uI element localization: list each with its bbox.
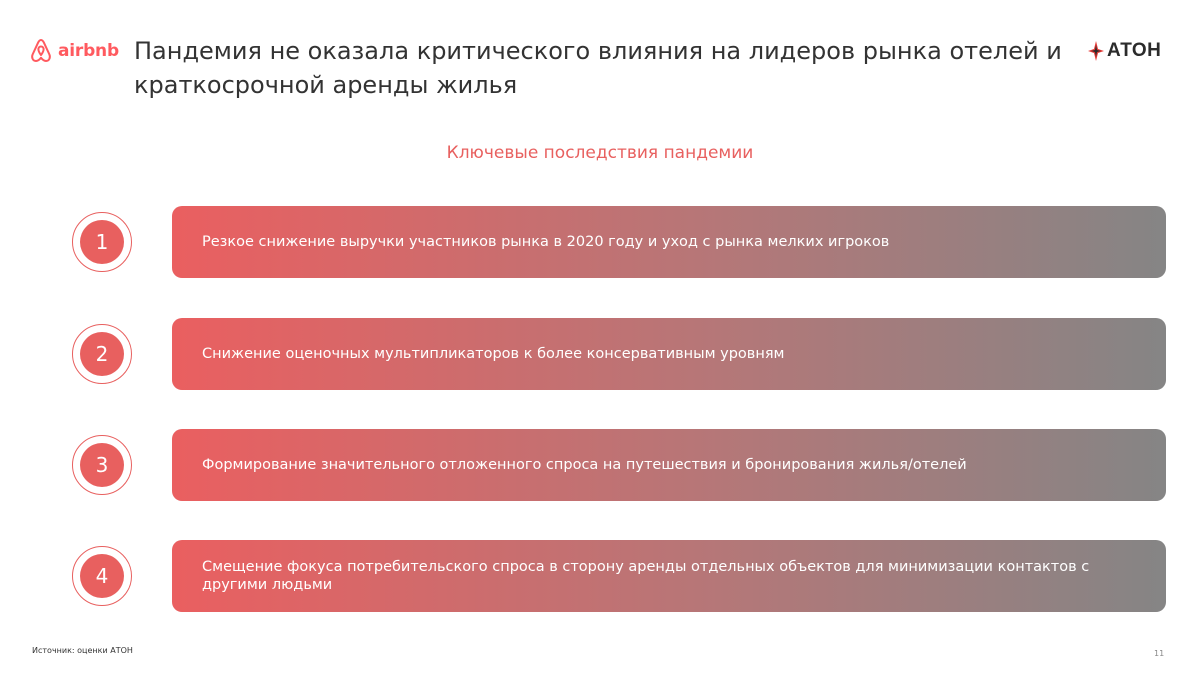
item-number-badge — [72, 435, 132, 495]
item-bar — [172, 206, 1166, 278]
item-bar — [172, 540, 1166, 612]
item-number: 1 — [80, 220, 124, 264]
aton-logo — [1087, 40, 1161, 62]
page-number: 11 — [1154, 649, 1165, 658]
list-item — [72, 318, 1166, 390]
aton-wordmark: АТОН — [1107, 40, 1162, 61]
item-number-badge — [72, 546, 132, 606]
item-text: Формирование значительного отложенного спроса на путешествия и бронирования жилья/отелей — [202, 457, 967, 473]
airbnb-wordmark: airbnb — [58, 41, 119, 61]
list-item — [72, 429, 1166, 501]
item-text: Снижение оценочных мультипликаторов к более консервативным уровням — [202, 346, 785, 362]
item-number-badge — [72, 212, 132, 272]
aton-star-icon — [1087, 40, 1105, 62]
source-note: Источник: оценки АТОН — [32, 646, 133, 655]
item-number: 3 — [80, 443, 124, 487]
item-number: 2 — [80, 332, 124, 376]
item-bar — [172, 429, 1166, 501]
item-text: Резкое снижение выручки участников рынка в 2020 году и уход с рынка мелких игроков — [202, 234, 890, 250]
item-text: Смещение фокуса потребительского спроса в сторону аренды отдельных объектов для минимизации контактов с другими людьми — [202, 559, 1090, 593]
list-item — [72, 540, 1166, 612]
item-number: 4 — [80, 554, 124, 598]
airbnb-logo — [30, 38, 119, 64]
airbnb-belo-icon — [30, 38, 52, 64]
item-bar — [172, 318, 1166, 390]
item-number-badge — [72, 324, 132, 384]
section-subtitle: Ключевые последствия пандемии — [446, 143, 754, 163]
list-item — [72, 206, 1166, 278]
page-title: Пандемия не оказала критического влияния на лидеров рынка отелей и краткосрочной аренды жилья — [134, 37, 1062, 99]
